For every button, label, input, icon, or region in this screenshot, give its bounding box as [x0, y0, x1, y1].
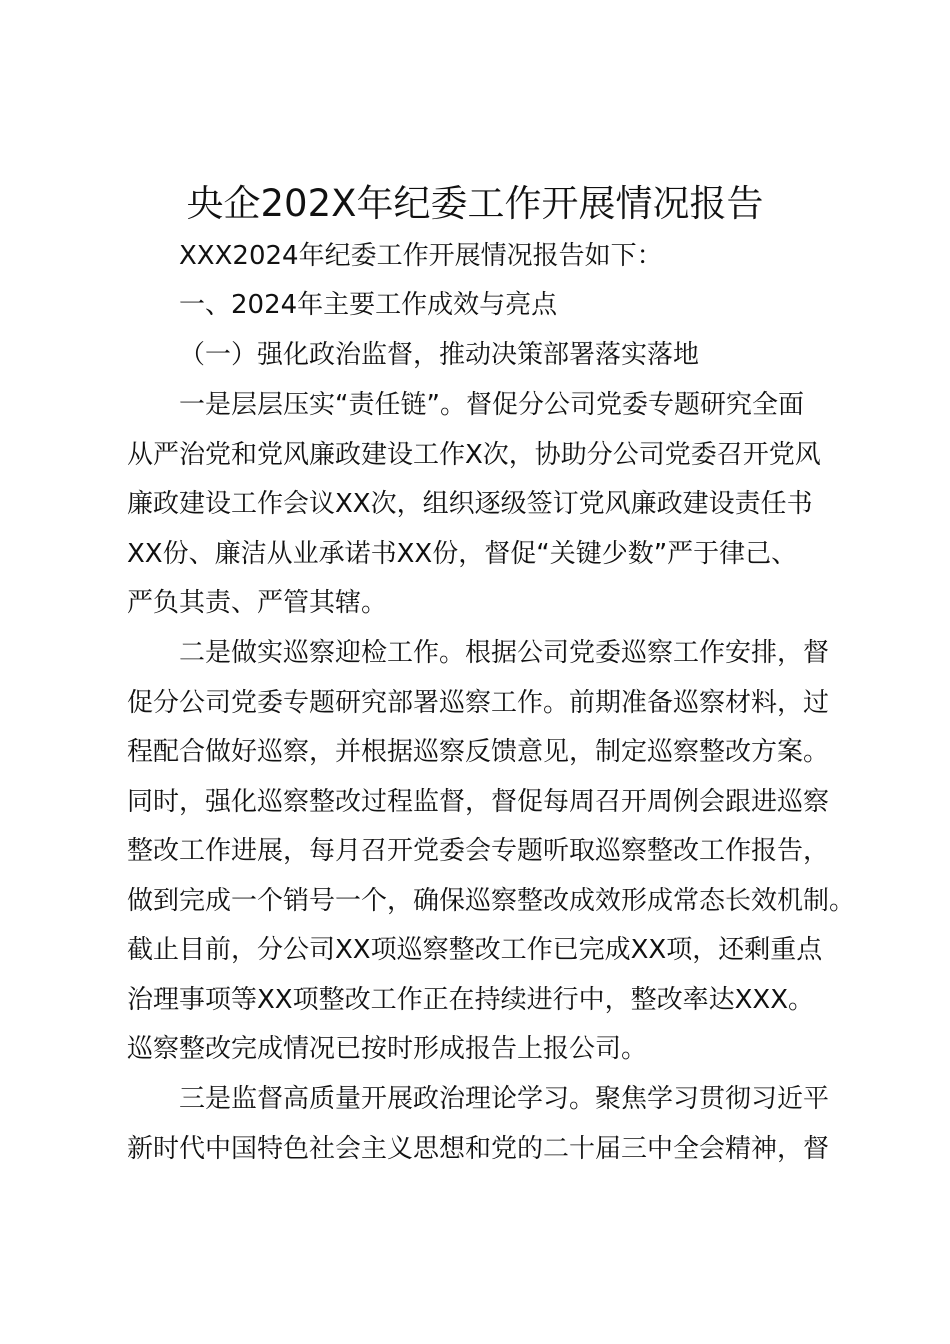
paragraph-line: 做到完成一个销号一个，确保巡察整改成效形成常态长效机制。	[127, 885, 856, 916]
paragraph-line: 巡察整改完成情况已按时形成报告上报公司。	[127, 1034, 648, 1064]
document-title: 央企202X年纪委工作开展情况报告	[186, 182, 764, 225]
section-heading	[127, 281, 837, 331]
paragraph-line: 同时，强化巡察整改过程监督，督促每周召开周例会跟进巡察	[127, 786, 830, 817]
paragraph-line: 廉政建设工作会议XX次，组织逐级签订党风廉政建设责任书	[127, 489, 813, 519]
paragraph-line: 治理事项等XX项整改工作正在持续进行中，整改率达XXX。	[127, 984, 815, 1015]
paragraph-line: 整改工作进展，每月召开党委会专题听取巡察整改工作报告，	[127, 836, 830, 866]
paragraph-theory-study	[127, 1075, 837, 1174]
paragraph-line: 新时代中国特色社会主义思想和党的二十届三中全会精神，督	[127, 1133, 830, 1164]
paragraph-line: 从严治党和党风廉政建设工作X次，协助分公司党委召开党风	[127, 439, 821, 470]
paragraph-line: 程配合做好巡察，并根据巡察反馈意见，制定巡察整改方案。	[127, 737, 830, 767]
intro-paragraph	[127, 232, 837, 282]
paragraph-line: 一是层层压实“责任链”。督促分公司党委专题研究全面	[179, 390, 804, 420]
paragraph-responsibility-chain	[127, 381, 837, 629]
paragraph-line: 截止目前，分公司XX项巡察整改工作已完成XX项，还剩重点	[127, 935, 823, 965]
subsection-heading	[127, 331, 837, 381]
paragraph-inspection-work	[127, 629, 856, 1075]
subsection-heading-line: （一）强化政治监督，推动决策部署落实落地	[179, 340, 700, 370]
paragraph-line: 严负其责、严管其辖。	[127, 588, 388, 618]
paragraph-line: 三是监督高质量开展政治理论学习。聚焦学习贯彻习近平	[179, 1084, 830, 1114]
paragraph-line: 二是做实巡察迎检工作。根据公司党委巡察工作安排，督	[179, 638, 830, 668]
intro-line: XXX2024年纪委工作开展情况报告如下：	[179, 241, 663, 271]
paragraph-line: XX份、廉洁从业承诺书XX份，督促“关键少数”严于律己、	[127, 538, 798, 569]
paragraph-line: 促分公司党委专题研究部署巡察工作。前期准备巡察材料，过	[127, 687, 830, 718]
section-heading-line: 一、2024年主要工作成效与亮点	[179, 290, 558, 320]
